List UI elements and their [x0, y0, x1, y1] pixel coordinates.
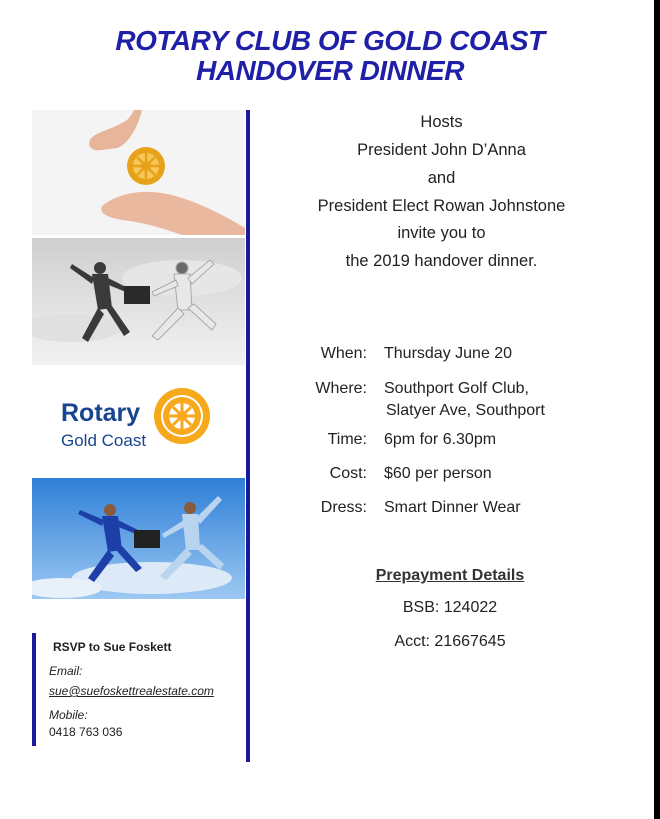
rotary-gold-coast-logo [32, 372, 245, 472]
where-label: Where: [315, 380, 367, 397]
hosts-line-5: invite you to [397, 224, 486, 242]
prepayment-heading: Prepayment Details [375, 567, 525, 584]
hosts-line-2: President John D’Anna [357, 141, 526, 159]
mobile-label: Mobile: [49, 708, 88, 722]
where-value-line-1: Southport Golf Club, [384, 380, 529, 397]
bsb-text: BSB: 124022 [402, 599, 498, 616]
businessmen-jumping-sky-image [32, 478, 245, 599]
hands-passing-wheel-image [32, 110, 245, 235]
hosts-line-4: President Elect Rowan Johnstone [317, 197, 566, 215]
dress-label: Dress: [320, 499, 367, 516]
rsvp-heading: RSVP to Sue Foskett [53, 640, 172, 654]
title-line-2: HANDOVER DINNER [196, 55, 464, 86]
cost-label: Cost: [329, 465, 367, 482]
rsvp-box [32, 633, 246, 746]
where-value-line-2: Slatyer Ave, Southport [386, 402, 545, 419]
businessmen-jumping-grayscale-image [32, 238, 245, 365]
mobile-number: 0418 763 036 [49, 725, 123, 739]
hosts-line-1: Hosts [420, 113, 463, 131]
hosts-line-6: the 2019 handover dinner. [345, 252, 538, 270]
rotary-emblem-icon [154, 388, 210, 444]
when-value: Thursday June 20 [384, 345, 513, 362]
email-link[interactable]: sue@suefoskettrealestate.com [49, 684, 214, 698]
logo-word: Rotary [61, 399, 141, 427]
dress-value: Smart Dinner Wear [384, 499, 521, 516]
vertical-divider [246, 110, 250, 762]
when-label: When: [320, 345, 367, 362]
cost-value: $60 per person [384, 465, 492, 482]
email-label: Email: [49, 664, 83, 678]
title-line-1: ROTARY CLUB OF GOLD COAST [115, 25, 545, 56]
account-text: Acct: 21667645 [394, 633, 506, 650]
rotary-wheel-icon [127, 147, 165, 185]
time-label: Time: [327, 431, 367, 448]
hosts-line-3: and [427, 169, 456, 187]
logo-subtitle: Gold Coast [61, 431, 147, 450]
time-value: 6pm for 6.30pm [384, 431, 497, 448]
